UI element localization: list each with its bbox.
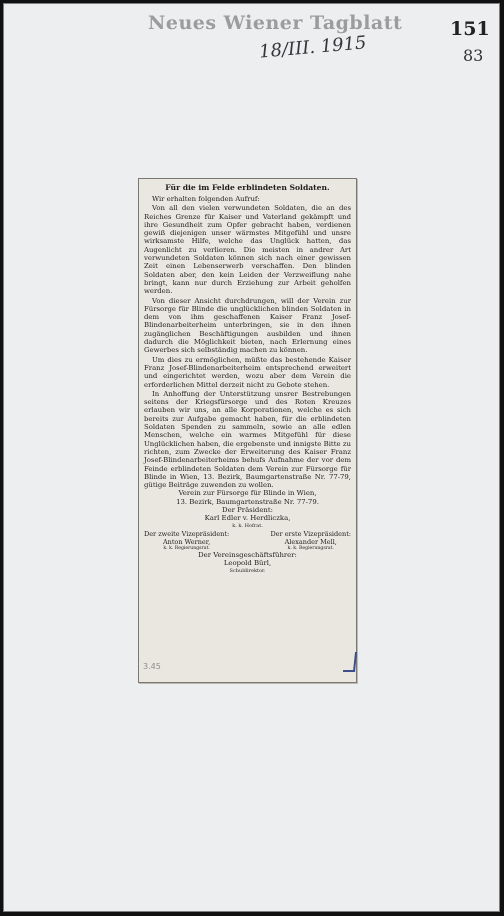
vp1-label: Der erste Vizepräsident:: [270, 529, 351, 538]
page-number: 83: [463, 46, 484, 65]
signature-address: 13. Bezirk, Baumgartenstraße Nr. 77-79.: [176, 497, 319, 506]
president-title: k. k. Hofrat.: [232, 522, 263, 529]
president-label: Der Präsident:: [222, 505, 273, 514]
article-paragraph: Von all den vielen verwundeten Soldaten, die an des Reiches Grenze für Kaiser und Vaterland gekämpft und ihre Gesundheit zum Opfer gebracht haben, verdienen gewiß diejenigen unser wärmstes Mitgefühl und unsre wirksamste Hilfe, welche das Unglück hatten, das Augenlicht zu verlieren. Die meisten in andrer Art verwundeten Soldaten können sich nach einer gewissen Zeit einen Lebenserwerb verschaffen. Den blinden Soldaten aber, den kein Leiden der Verzweiflung nahe bringt, kann nur durch Erziehung zur Arbeit geholfen werden.: [144, 204, 351, 296]
handwritten-date: 18/III. 1915: [258, 32, 368, 63]
article-paragraph: Um dies zu ermöglichen, müßte das bestehende Kaiser Franz Josef-Blindenarbeiterheim entsprechend erweitert und eingerichtet werden, wozu aber dem Verein die erforderlichen Mittel derzeit nicht zu Gebote stehen.: [144, 355, 351, 389]
director-name: Leopold Bürl,: [223, 559, 272, 568]
article-paragraph: Wir erhalten folgenden Aufruf:: [152, 195, 260, 203]
pencil-check-mark: [343, 652, 357, 672]
vice-president-row: [144, 530, 351, 552]
president-name: Karl Edler v. Herdliczka,: [204, 514, 291, 523]
second-vice-president: [144, 530, 229, 552]
newspaper-stamp: Neues Wiener Tagblatt: [148, 12, 403, 34]
first-vice-president: [270, 530, 351, 552]
director-label: Der Vereinsgeschäftsführer:: [198, 551, 297, 560]
archive-sheet: [3, 3, 500, 912]
article-paragraph: In Anhoffung der Unterstützung unsrer Bestrebungen seitens der Kriegsfürsorge und des Roten Kreuzes erlauben wir uns, an alle Korporationen, welche es sich bereits zur Aufgabe gemacht haben, für die erblindeten Soldaten Spenden zu sammeln, sowie an alle edlen Menschen, welche ein warmes Mitgefühl für diese Unglücklichen haben, die ergebenste und innigste Bitte zu richten, zum Zwecke der Erweiterung des Kaiser Franz Josef-Blindenarbeiterheims behufs Aufnahme der vor dem Feinde erblindeten Soldaten dem Verein zur Fürsorge für Blinde in Wien, 13. Bezirk, Baumgartenstraße Nr. 77-79, gütige Beiträge zuwenden zu wollen.: [144, 389, 351, 490]
newspaper-clipping: [138, 178, 357, 683]
pencil-note: 3.45: [143, 662, 161, 671]
article-paragraph: Von dieser Ansicht durchdrungen, will der Verein zur Fürsorge für Blinde die unglücklichen blinden Soldaten in dem von ihm geschaffenen Kaiser Franz Josef-Blindenarbeiterheim unterbringen, sie in den ihnen zugänglichen Beschäftigungen ausbilden und ihnen dadurch die Möglichkeit bieten, nach Erlernung eines Gewerbes sich selbständig machen zu können.: [144, 296, 351, 355]
vp1-title: k. k. Regierungsrat.: [287, 545, 334, 551]
vp2-title: k. k. Regierungsrat.: [163, 545, 210, 551]
director-title: Schuldirektor.: [229, 567, 266, 574]
vp2-name: Anton Werner,: [162, 537, 211, 546]
article-title: Für die im Felde erblindeten Soldaten.: [165, 183, 330, 192]
vp1-name: Alexander Mell,: [284, 537, 337, 546]
signature-org: Verein zur Fürsorge für Blinde in Wien,: [178, 489, 317, 498]
archive-number: 151: [450, 18, 490, 40]
vp2-label: Der zweite Vizepräsident:: [144, 529, 230, 538]
